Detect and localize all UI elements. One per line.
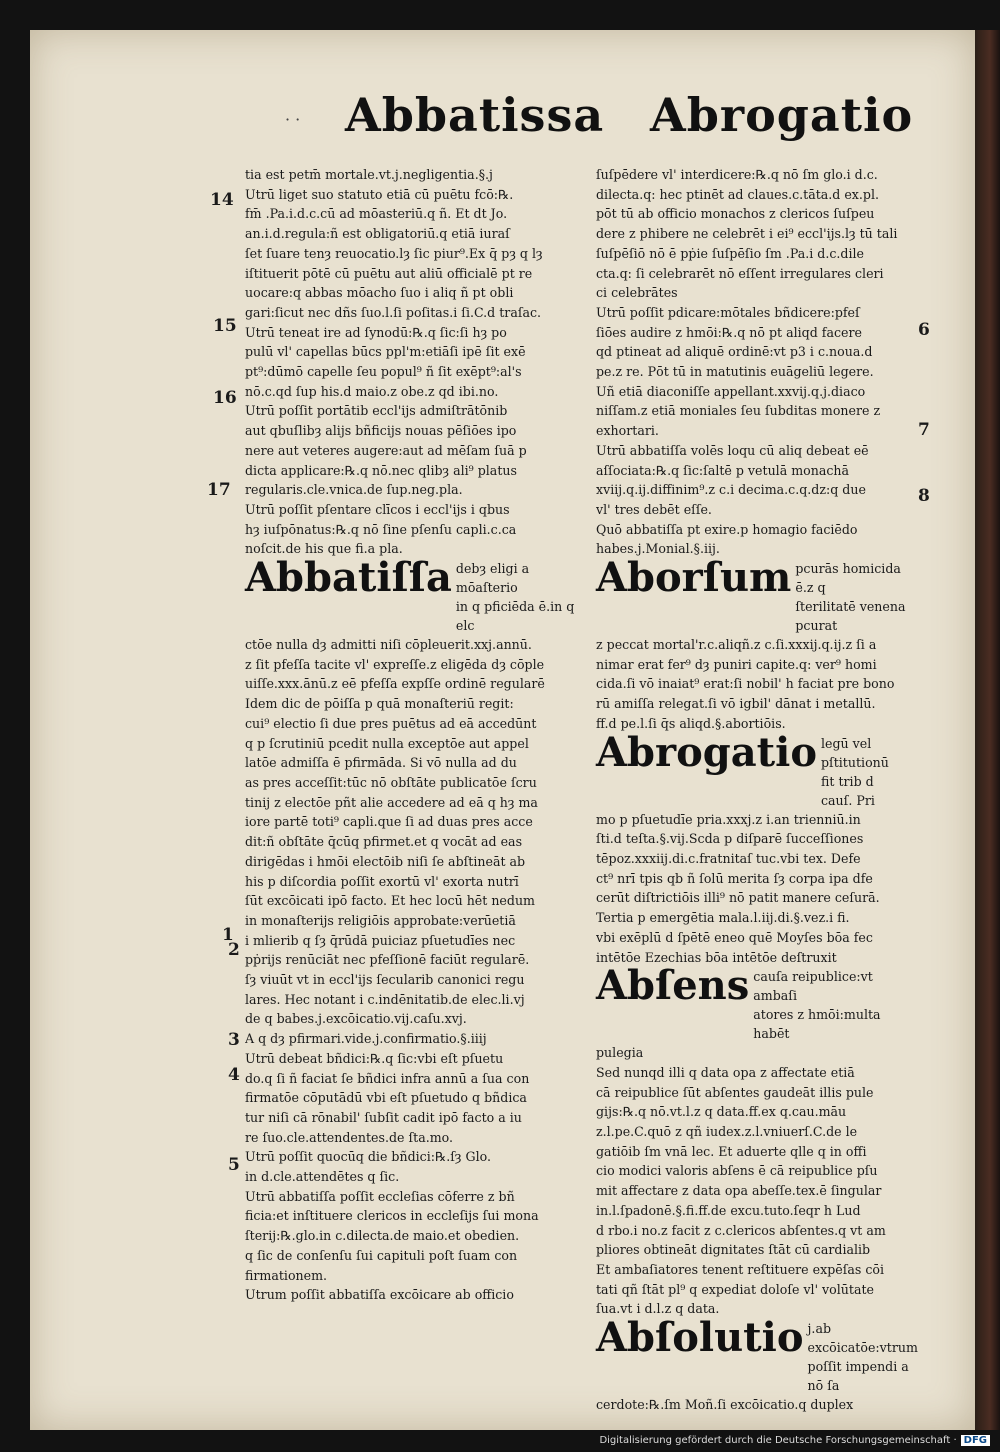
text-line: tinij z electōe pñt alie accedere ad eā q hȝ ma [245, 794, 538, 810]
aborsum-lemma: Aborſum [596, 554, 792, 602]
text-line: fit trib d cauſ. Pri [821, 773, 875, 808]
text-line: habes.j.Monial.§.iij. [596, 541, 720, 557]
text-line: ſua.vt i d.l.z q data. [596, 1301, 720, 1317]
page-edge [975, 30, 1000, 1430]
text-line: nō.c.qd ſup his.d maio.z obe.z qd ibi.no. [245, 383, 499, 399]
text-line: cerdote:℞.ſm Moñ.ſi excōicatio.q duplex [596, 1397, 854, 1413]
text-line: dirigēdas i hmōi electōib niſi ſe abſtineāt ab [245, 853, 526, 869]
text-line: i mlierib q ſȝ q̄rūdā puiciaz pſuetudīes nec [245, 932, 516, 948]
text-line: poſſit impendi a nō ſa [807, 1359, 909, 1394]
text-line: qd ptineat ad aliquē ordinē:vt p3 i c.noua.d [596, 344, 873, 360]
text-line: rū amiſſa relegat.ſi vō igbil' dānat i metallū. [596, 696, 876, 712]
text-line: ci celebrātes [596, 285, 678, 301]
text-line: ſuſpēdere vl' interdicere:℞.q nō ſm glo.i d.c. [596, 167, 878, 182]
margin-number: 8 [918, 486, 930, 506]
margin-number: 1 [222, 925, 234, 945]
text-line: Utrū poſſit portātib eccl'ijs admiſtrātōnib [245, 403, 508, 419]
text-line: cā reipublice ſūt abſentes gaudeāt illis pule [596, 1084, 874, 1100]
footer-text: Digitalisierung gefördert durch die Deutsche Forschungsgemeinschaft · [599, 1435, 957, 1446]
text-line: ficia:et inſtituere clericos in eccleſijs ſui mona [245, 1208, 539, 1224]
text-line: j.ab excōicatōe:vtrum [807, 1321, 918, 1356]
text-line: cta.q: ſi celebrarēt nō eſſent irregulares cleri [596, 265, 884, 281]
text-line: mo p pſuetudīe pria.xxxj.z i.an trienniū.in [596, 811, 861, 827]
text-line: uiſſe.xxx.ānū.z eē pfeſſa expſſe ordinē regularē [245, 676, 545, 692]
text-line: in q pficiēda ē.in q elc [455, 599, 575, 634]
text-line: Utrū poſſit pſentare clīcos i eccl'ijs i qbus [245, 501, 510, 517]
text-line: firmationem. [245, 1267, 328, 1283]
text-line: do.q ſi ñ faciat ſe bñdici infra annū a ſua con [245, 1070, 530, 1086]
text-line: ſūt excōicati ipō facto. Et hec locū hēt nedum [245, 893, 535, 909]
text-line: Utrū poſſit quocūq die bñdici:℞.ſȝ Glo. [245, 1149, 491, 1165]
margin-number: 7 [918, 420, 930, 440]
text-line: tur niſi cā rōnabil' ſubſit cadit ipō facto a iu [245, 1109, 522, 1125]
text-line: Utrū abbatiſſa poſſit eccleſias cōferre z bñ [245, 1188, 515, 1204]
text-line: z ſit pfeſſa tacite vl' expreſſe.z eligēda dȝ cōple [245, 656, 545, 672]
text-line: tati qñ ſtāt pl⁹ q expediat doloſe vl' volūtate [596, 1281, 874, 1297]
text-line: Tertia p emergētia mala.l.iij.di.§.vez.i fi. [596, 910, 850, 926]
text-line: pt⁹:dūmō capelle ſeu popul⁹ ñ ſit exēpt⁹:al's [245, 364, 522, 380]
text-line: iore partē toti⁹ capli.que ſi ad duas pres acce [245, 814, 533, 830]
text-line: ct⁹ nrī tpis qb ñ ſolū merita ſȝ corpa ipa dfe [596, 870, 873, 886]
text-line: ff.d pe.l.ſi q̄s aliqd.§.abortiōis. [596, 715, 786, 731]
text-line: vbi exēplū d ſpētē eneo quē Moyſes bōa fec [596, 929, 873, 945]
margin-number: 6 [918, 320, 930, 340]
text-line: dit:ñ obſtāte q̄cūq pfirmet.et q vocāt ad eas [245, 834, 523, 850]
text-line: dere z phibere ne celebrēt i ei⁹ eccl'ijs.lȝ tū tali [596, 226, 898, 242]
running-head-right: Abrogatio [650, 88, 914, 142]
running-head-left: Abbatissa [345, 88, 605, 142]
abbatissa-entry [245, 554, 575, 635]
text-line: xviij.q.ij.diffinim⁹.z c.i decima.c.q.dz:q due [596, 482, 866, 498]
text-line: ſti.d teſta.§.vij.Scda p diſparē ſucceſſiones [596, 831, 864, 847]
text-line: uocare:q abbas mōacho ſuo i aliq ñ pt obli [245, 285, 514, 301]
text-line: firmatōe cōputādū vbi eſt pſuetudo q bñdica [245, 1090, 527, 1106]
text-line: cio modici valoris abſens ē cā reipublice pſu [596, 1163, 878, 1179]
margin-number: 17 [207, 480, 231, 500]
absens-entry [596, 962, 906, 1043]
text-line: dicta applicare:℞.q nō.nec qlibȝ ali⁹ platus [245, 462, 517, 478]
text-line: lares. Hec notant i c.indēnitatib.de elec.li.vj [245, 991, 525, 1007]
text-line: ſuſpēſiō nō ē pṗie ſuſpēſio ſm .Pa.i d.c.dile [596, 245, 864, 261]
text-line: ſterij:℞.glo.in c.dilecta.de maio.et obedien. [245, 1228, 520, 1244]
left-column [245, 165, 575, 1305]
absolutio-lemma: Abſolutio [596, 1314, 804, 1362]
text-line: latōe admiſſa ē pfirmāda. Si vō nulla ad du [245, 755, 517, 771]
margin-number: 2 [228, 940, 240, 960]
text-line: regularis.cle.vnica.de ſup.neg.pla. [245, 482, 463, 498]
text-line: fm̄ .Pa.i.d.c.cū ad mōasteriū.q ñ. Et dt Jo. [245, 206, 508, 222]
text-line: tēpoz.xxxiij.di.c.fratnitaſ tuc.vbi tex. Defe [596, 850, 861, 866]
text-line: niſſam.z etiā moniales ſeu ſubditas monere z [596, 403, 881, 419]
abrogatio-lemma: Abrogatio [596, 728, 817, 776]
text-line: Utrū liget suo statuto etiā cū puētu fcō:℞. [245, 186, 514, 202]
text-line: ſȝ viuūt vt in eccl'ijs ſecularib canonici regu [245, 972, 525, 988]
abbatissa-lemma: Abbatiſſa [245, 554, 452, 602]
text-line: gatiōib ſm vnā lec. Et aduerte qlle q in offi [596, 1143, 867, 1159]
text-line: nimar erat fer⁹ dȝ puniri capite.q: ver⁹ homi [596, 656, 877, 672]
text-line: Utrū abbatiſſa volēs loqu cū aliq debeat eē [596, 442, 869, 458]
margin-number: 5 [228, 1155, 240, 1175]
text-line: ſet ſuare tenȝ reuocatio.lȝ ſic piur⁹.Ex q̄ pȝ q lȝ [245, 245, 543, 261]
text-line: Utrum poſſit abbatiſſa excōicare ab officio [245, 1287, 514, 1303]
absolutio-entry [596, 1314, 918, 1395]
text-line: hȝ iuſpōnatus:℞.q nō ſine pſenſu capli.c.ca [245, 521, 517, 537]
text-line: nere aut veteres augere:aut ad mēſam ſuā p [245, 442, 527, 458]
text-line: cauſa reipublice:vt ambaſi [753, 969, 873, 1004]
text-line: Utrū poſſit pdicare:mōtales bñdicere:pfeſ [596, 304, 860, 320]
text-line: in monaſterijs religiōis approbate:verūetiā [245, 912, 516, 928]
text-line: q ſic de conſenſu ſui capituli poſt ſuam con [245, 1247, 518, 1263]
text-line: Uñ etiā diaconiſſe appellant.xxvij.q.j.diaco [596, 383, 866, 399]
text-line: cui⁹ electio ſi due pres puētus ad eā accedūnt [245, 715, 537, 731]
text-line: Idem dic de pōiſſa p quā monaſteriū regit: [245, 696, 514, 712]
text-line: vl' tres debēt eſſe. [596, 501, 712, 517]
aborsum-entry [596, 554, 906, 635]
text-line: pe.z re. Pōt tū in matutinis euāgeliū legere. [596, 364, 874, 380]
text-line: debȝ eligi a mōaſterio [455, 561, 530, 596]
text-line: in.l.ſpadonē.§.fi.ff.de excu.tuto.ſeqr h Lud [596, 1202, 861, 1218]
text-line: Utrū teneat ire ad ſynodū:℞.q ſic:ſi hȝ po [245, 324, 507, 340]
text-line: exhortari. [596, 423, 659, 439]
text-line: ſiōes audire z hmōi:℞.q nō pt aliqd facere [596, 324, 862, 340]
right-column [596, 165, 918, 1415]
text-line: pōt tū ab officio monachos z clericos ſuſpeu [596, 206, 875, 222]
text-line: noſcit.de his que fi.a pla. [245, 541, 403, 557]
text-line: atores z hmōi:multa habēt [753, 1007, 881, 1042]
text-line: z peccat mortal'r.c.aliqñ.z c.ſi.xxxij.q.ij.z ſi a [596, 637, 877, 653]
text-line: Quō abbatiſſa pt exire.p homagio faciēdo [596, 521, 858, 537]
text-line: d rbo.i no.z facit z c.clericos abſentes.q vt am [596, 1222, 886, 1238]
text-line: gari:ſicut nec dñs ſuo.l.ſi poſitas.i ſi.C.d traſac. [245, 304, 542, 320]
text-line: as pres acceſſit:tūc nō obſtāte publicatōe ſcru [245, 774, 537, 790]
footer-credit [599, 1435, 990, 1446]
text-line: aſſociata:℞.q ſic:ſaltē p vetulā monachā [596, 462, 850, 478]
text-line: Et ambaſiatores tenent reſtituere expēſas cōi [596, 1261, 885, 1277]
text-line: ſterilitatē venena pcurat [795, 599, 906, 634]
text-line: A q dȝ pfirmari.vide.j.confirmatio.§.iiij [245, 1031, 487, 1047]
text-line: pulegia [596, 1045, 644, 1061]
text-line: mit affectare z data opa abeſſe.tex.ē ſingular [596, 1183, 882, 1199]
text-line: pulū vl' capellas būcs ppl'm:etiāſi ipē ſit exē [245, 344, 526, 360]
text-line: legū vel pſtitutionū [821, 735, 889, 770]
text-line: z.l.pe.C.quō z qñ iudex.z.l.vniuerſ.C.de le [596, 1124, 858, 1140]
margin-number: 4 [228, 1065, 240, 1085]
text-line: his p diſcordia poſſit exortū vl' exorta nutrī [245, 873, 519, 889]
margin-number: 3 [228, 1030, 240, 1050]
text-line: iſtituerit pōtē cū puētu aut aliū officialē pt re [245, 265, 533, 281]
text-line: pliores obtineāt dignitates ſtāt cū cardialib [596, 1242, 871, 1258]
text-line: an.i.d.regula:ñ est obligatoriū.q etiā iuraſ [245, 226, 510, 242]
text-line: cida.ſi vō inaiat⁹ erat:ſi nobil' h faciat pre bono [596, 676, 895, 692]
text-line: Utrū debeat bñdici:℞.q ſic:vbi eſt pſuetu [245, 1050, 504, 1066]
absens-lemma: Abſens [596, 962, 750, 1010]
text-line: pṗrijs renūciāt nec pfeſſionē faciūt regularē. [245, 952, 530, 968]
text-line: aut qbuſlibȝ alijs bñficijs nouas pēſiōes ipo [245, 423, 517, 439]
dfg-logo: DFG [961, 1435, 990, 1446]
text-line: pcurās homicida ē.z q [795, 561, 901, 596]
margin-number: 16 [213, 388, 237, 408]
margin-number: 15 [213, 316, 237, 336]
text-line: dilecta.q: hec ptinēt ad claues.c.tāta.d ex.pl. [596, 186, 880, 202]
text-line: in d.cle.attendētes q ſic. [245, 1169, 400, 1185]
text-line: cerūt diſtrictiōis illi⁹ nō patit manere ceſurā. [596, 890, 880, 906]
text-line: intētōe Ezechias bōa intētōe deſtruxit [596, 949, 837, 965]
text-line: tia est petm̄ mortale.vt.j.negligentia.§.j [245, 167, 493, 182]
text-line: q p ſcrutiniū pcedit nulla exceptōe aut appel [245, 735, 529, 751]
text-line: ctōe nulla dȝ admitti niſi cōpleuerit.xxj.annū. [245, 637, 532, 653]
abrogatio-entry [596, 728, 906, 810]
text-line: re ſuo.cle.attendentes.de ſta.mo. [245, 1129, 454, 1145]
text-line: gijs:℞.q nō.vt.l.z q data.ff.ex q.cau.māu [596, 1104, 847, 1120]
text-line: Sed nunqd illi q data opa z affectate etiā [596, 1064, 855, 1080]
header-ornament: · · [285, 110, 301, 129]
margin-number: 14 [210, 190, 234, 210]
text-line: de q babes.j.excōicatio.vij.caſu.xvj. [245, 1011, 467, 1027]
